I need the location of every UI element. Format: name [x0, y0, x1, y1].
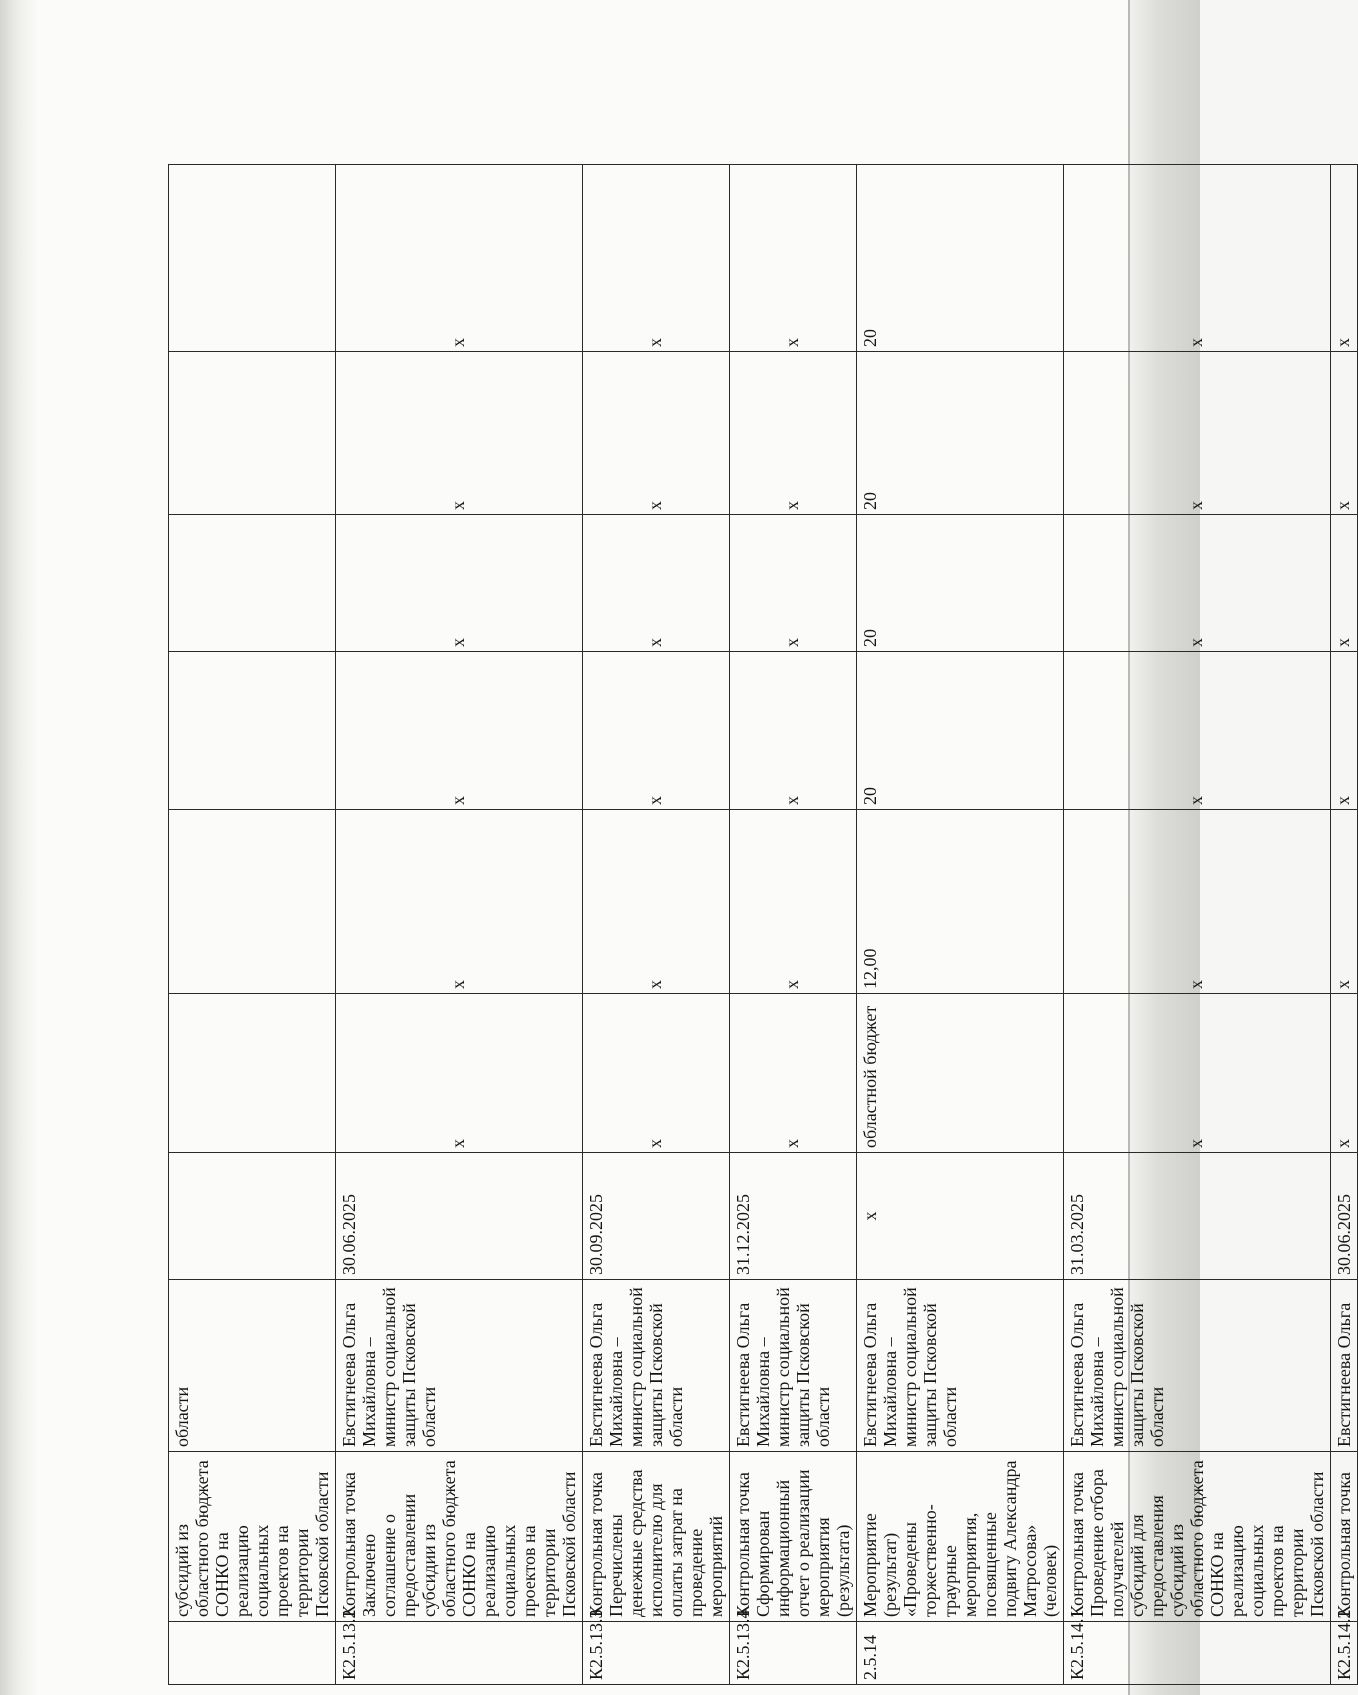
cell-date: х: [857, 1153, 1064, 1280]
cell-date: 30.06.2025: [336, 1153, 583, 1280]
cell-value-4: х: [583, 165, 730, 352]
cell-date: [169, 1153, 336, 1280]
cell-responsible: области: [169, 1280, 336, 1452]
scan-left-edge: [0, 0, 38, 1695]
cell-source: х: [583, 994, 730, 1153]
cell-responsible: Евстигнеева Ольга Михайловна – министр социальной защиты Псковской области: [730, 1280, 857, 1452]
cell-number: К2.5.14.2: [1331, 1622, 1358, 1685]
table-row: [1331, 165, 1358, 1685]
cell-value-4: х: [336, 165, 583, 352]
table-row: [730, 165, 857, 1685]
cell-date: 31.12.2025: [730, 1153, 857, 1280]
cell-responsible: Евстигнеева Ольга Михайловна – министр социальной защиты Псковской области: [583, 1280, 730, 1452]
table-row: [583, 165, 730, 1685]
cell-source: [169, 994, 336, 1153]
cell-value-1: х: [336, 652, 583, 810]
table-row: [857, 165, 1064, 1685]
cell-name: Мероприятие (результат) «Проведены торжественно-траурные мероприятия, посвященные подвигу Александра Матросова» (человек): [857, 1452, 1064, 1622]
cell-value-1: х: [1064, 652, 1331, 810]
table-body: [169, 165, 1358, 1685]
cell-value-1: х: [583, 652, 730, 810]
cell-responsible: Евстигнеева Ольга Михайловна – министр социальной защиты Псковской области: [336, 1280, 583, 1452]
cell-value-1: х: [1331, 652, 1358, 810]
cell-total: х: [1331, 810, 1358, 994]
cell-value-1: 20: [857, 652, 1064, 810]
cell-total: х: [730, 810, 857, 994]
cell-value-3: х: [1331, 352, 1358, 515]
cell-total: х: [583, 810, 730, 994]
cell-name: Контрольная точка Заключено соглашение о предоставлении субсидии из областного бюджета СОНКО на реализацию социальных проектов на территории Псковской области: [336, 1452, 583, 1622]
cell-value-2: х: [1064, 515, 1331, 652]
cell-value-4: 20: [857, 165, 1064, 352]
table-row: [1064, 165, 1331, 1685]
cell-value-4: х: [730, 165, 857, 352]
cell-value-2: х: [1331, 515, 1358, 652]
rotated-table-container: [168, 165, 1354, 1685]
cell-source: х: [730, 994, 857, 1153]
cell-name: субсидий из областного бюджета СОНКО на реализацию социальных проектов на территории Псковской области: [169, 1452, 336, 1622]
cell-source: х: [1331, 994, 1358, 1153]
cell-value-1: х: [730, 652, 857, 810]
cell-responsible: Евстигнеева Ольга Михайловна – министр социальной защиты Псковской области: [1064, 1280, 1331, 1452]
table-row: [336, 165, 583, 1685]
cell-value-4: х: [1331, 165, 1358, 352]
cell-date: 31.03.2025: [1064, 1153, 1331, 1280]
document-table: [168, 164, 1358, 1685]
cell-value-2: х: [730, 515, 857, 652]
cell-value-2: х: [583, 515, 730, 652]
cell-value-3: х: [730, 352, 857, 515]
cell-value-1: [169, 652, 336, 810]
cell-value-3: х: [1064, 352, 1331, 515]
cell-name: Контрольная точка Перечислены денежные средства исполнителю для оплаты затрат на проведение мероприятий: [583, 1452, 730, 1622]
cell-number: К2.5.13.3: [583, 1622, 730, 1685]
cell-total: 12,00: [857, 810, 1064, 994]
cell-source: х: [336, 994, 583, 1153]
cell-value-3: 20: [857, 352, 1064, 515]
cell-number: К2.5.13.4: [730, 1622, 857, 1685]
cell-total: [169, 810, 336, 994]
cell-name: Контрольная точка: [1331, 1452, 1358, 1622]
cell-name: Контрольная точка Проведение отбора получателей субсидий для предоставления субсидий из областного бюджета СОНКО на реализацию социальных проектов на территории Псковской области: [1064, 1452, 1331, 1622]
cell-date: 30.09.2025: [583, 1153, 730, 1280]
cell-source: х: [1064, 994, 1331, 1153]
table-row: [169, 165, 336, 1685]
cell-number: К2.5.14.1: [1064, 1622, 1331, 1685]
cell-number: 2.5.14: [857, 1622, 1064, 1685]
cell-value-4: х: [1064, 165, 1331, 352]
cell-value-3: [169, 352, 336, 515]
cell-number: [169, 1622, 336, 1685]
cell-value-3: х: [583, 352, 730, 515]
cell-value-2: 20: [857, 515, 1064, 652]
cell-name: Контрольная точка Сформирован информационный отчет о реализации мероприятия (результата): [730, 1452, 857, 1622]
cell-total: х: [1064, 810, 1331, 994]
cell-number: К2.5.13.2: [336, 1622, 583, 1685]
cell-total: х: [336, 810, 583, 994]
cell-date: 30.06.2025: [1331, 1153, 1358, 1280]
cell-source: областной бюджет: [857, 994, 1064, 1153]
cell-value-2: [169, 515, 336, 652]
cell-responsible: Евстигнеева Ольга: [1331, 1280, 1358, 1452]
cell-value-4: [169, 165, 336, 352]
cell-value-3: х: [336, 352, 583, 515]
cell-value-2: х: [336, 515, 583, 652]
cell-responsible: Евстигнеева Ольга Михайловна – министр социальной защиты Псковской области: [857, 1280, 1064, 1452]
